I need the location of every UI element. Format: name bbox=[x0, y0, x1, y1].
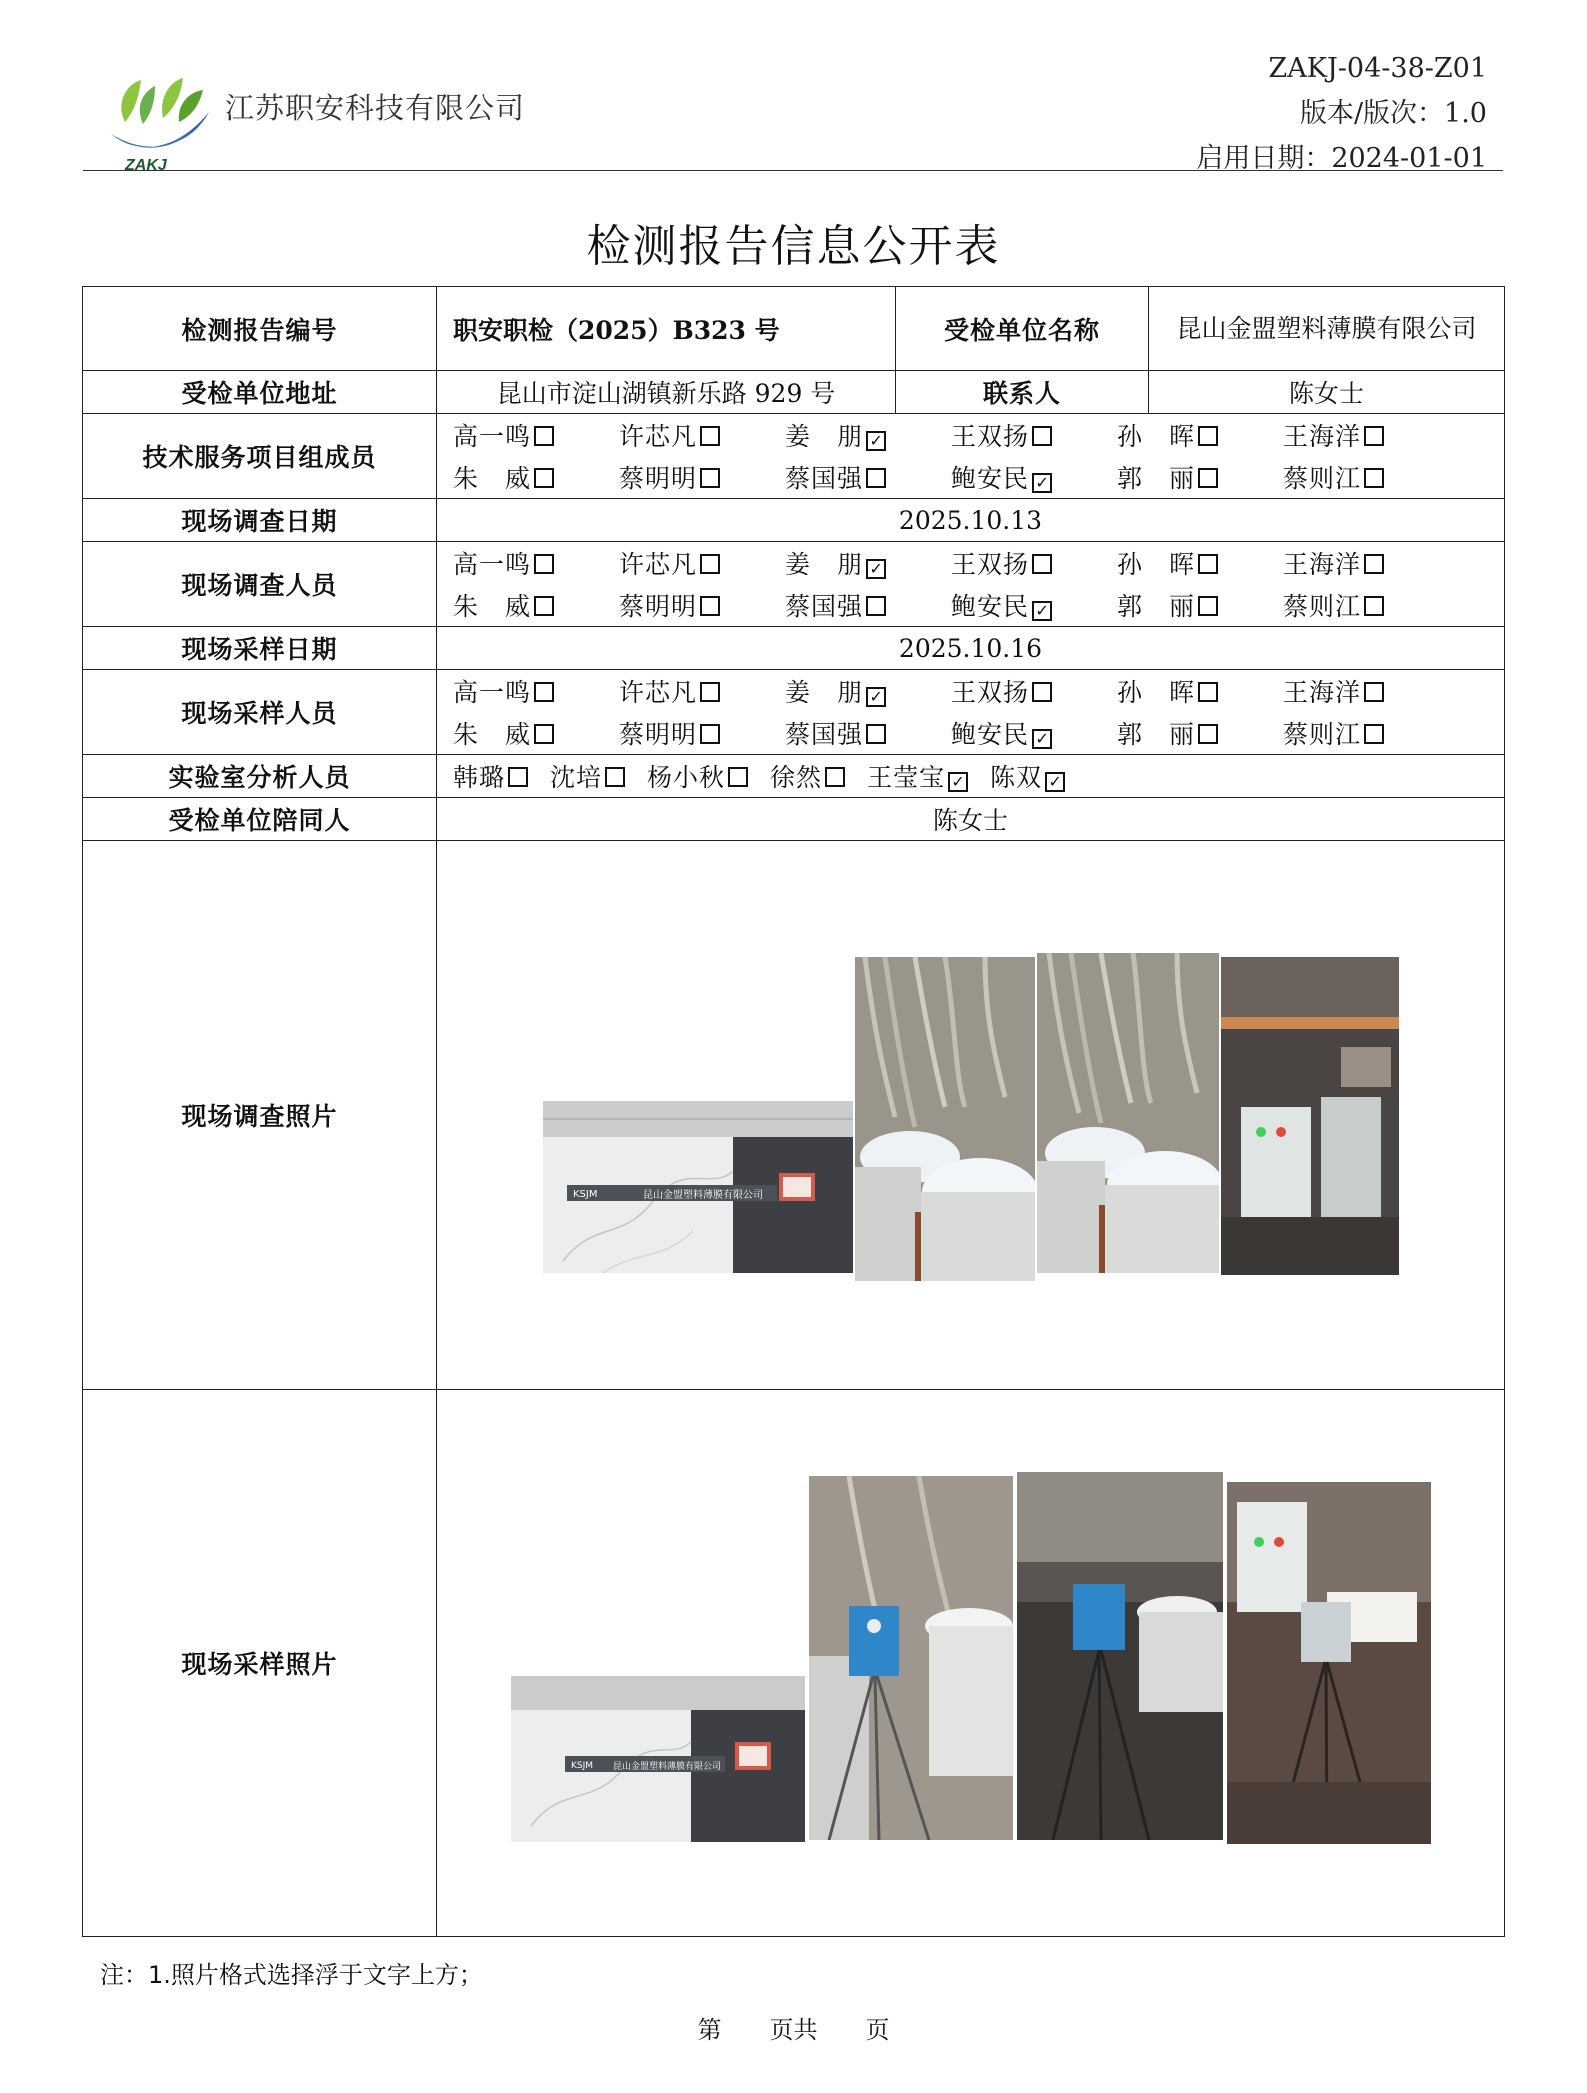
sign-text: 昆山金盟塑料薄膜有限公司 bbox=[643, 1190, 763, 1201]
staff-checkbox-item bbox=[785, 417, 951, 453]
checkbox-icon bbox=[866, 596, 886, 616]
checked-box-icon: ✓ bbox=[866, 687, 886, 707]
staff-name: 孙 晖 bbox=[1117, 422, 1196, 451]
checkbox-icon bbox=[1364, 426, 1384, 446]
staff-name: 姜 朋 bbox=[785, 422, 864, 451]
company-logo-icon bbox=[105, 62, 215, 174]
effective-date: 启用日期：2024-01-01 bbox=[1196, 143, 1487, 174]
sampling-photo-3 bbox=[1017, 1472, 1223, 1840]
checkbox-icon bbox=[700, 682, 720, 702]
marble-wall-image bbox=[543, 1101, 853, 1273]
members-checklist bbox=[447, 417, 1494, 495]
staff-name: 朱 威 bbox=[453, 464, 532, 493]
staff-checkbox-item bbox=[453, 715, 619, 751]
table-row bbox=[83, 1390, 1505, 1937]
staff-checkbox-item bbox=[453, 545, 619, 581]
lab-staff-name: 陈双 bbox=[990, 763, 1043, 792]
pipes-bins-image bbox=[1037, 953, 1219, 1273]
survey-photos bbox=[437, 841, 1504, 1389]
sampling-staff-label: 现场采样人员 bbox=[83, 670, 437, 755]
staff-name: 郭 丽 bbox=[1117, 592, 1196, 621]
lab-staff-label: 实验室分析人员 bbox=[83, 755, 437, 798]
unit-address: 昆山市淀山湖镇新乐路 929 号 bbox=[437, 371, 896, 414]
checkbox-icon bbox=[700, 724, 720, 744]
staff-name: 高一鸣 bbox=[453, 678, 532, 707]
survey-photo-3 bbox=[1037, 953, 1219, 1273]
checkbox-icon bbox=[700, 554, 720, 574]
checkbox-icon bbox=[1032, 682, 1052, 702]
staff-name: 王海洋 bbox=[1283, 550, 1362, 579]
sign-logo: KSJM bbox=[573, 1189, 598, 1200]
staff-checkbox-item bbox=[619, 715, 785, 751]
table-row bbox=[83, 755, 1505, 798]
checkbox-icon bbox=[1364, 682, 1384, 702]
staff-name: 郭 丽 bbox=[1117, 464, 1196, 493]
staff-checkbox-item bbox=[785, 459, 951, 495]
staff-checkbox-item bbox=[453, 417, 619, 453]
survey-staff-checklist bbox=[447, 545, 1494, 623]
checked-box-icon: ✓ bbox=[1032, 601, 1052, 621]
staff-checkbox-item bbox=[785, 545, 951, 581]
unit-name: 昆山金盟塑料薄膜有限公司 bbox=[1149, 287, 1505, 371]
unit-name-label: 受检单位名称 bbox=[896, 287, 1149, 371]
checkbox-icon bbox=[866, 468, 886, 488]
table-row bbox=[83, 414, 1505, 499]
sign-text: 昆山金盟塑料薄膜有限公司 bbox=[613, 1762, 722, 1772]
lab-staff-item bbox=[453, 758, 528, 794]
company-name: 江苏职安科技有限公司 bbox=[225, 91, 526, 125]
checkbox-icon bbox=[1364, 596, 1384, 616]
survey-staff-cell bbox=[437, 542, 1505, 627]
checked-box-icon: ✓ bbox=[1045, 772, 1065, 792]
checkbox-icon bbox=[1198, 596, 1218, 616]
checkbox-icon bbox=[1364, 724, 1384, 744]
staff-name: 蔡明明 bbox=[619, 464, 698, 493]
table-row bbox=[83, 841, 1505, 1390]
staff-checkbox-item bbox=[785, 673, 951, 709]
checked-box-icon: ✓ bbox=[866, 431, 886, 451]
checkbox-icon bbox=[825, 767, 845, 787]
sampling-photo-1 bbox=[511, 1676, 805, 1842]
info-table bbox=[82, 286, 1505, 1937]
staff-checkbox-item bbox=[619, 673, 785, 709]
staff-name: 鲍安民 bbox=[951, 592, 1030, 621]
staff-name: 蔡明明 bbox=[619, 720, 698, 749]
checkbox-icon bbox=[1198, 682, 1218, 702]
escort-label: 受检单位陪同人 bbox=[83, 798, 437, 841]
checked-box-icon: ✓ bbox=[1032, 729, 1052, 749]
staff-checkbox-item bbox=[1283, 673, 1449, 709]
staff-name: 王双扬 bbox=[951, 678, 1030, 707]
marble-wall-image bbox=[511, 1676, 805, 1842]
staff-name: 王双扬 bbox=[951, 422, 1030, 451]
staff-checkbox-item bbox=[1283, 587, 1449, 623]
doc-version: 版本/版次：1.0 bbox=[1299, 98, 1487, 129]
machinery-image bbox=[1221, 957, 1399, 1275]
staff-name: 郭 丽 bbox=[1117, 720, 1196, 749]
survey-date: 2025.10.13 bbox=[437, 499, 1505, 542]
staff-checkbox-item bbox=[951, 545, 1117, 581]
document-meta bbox=[1196, 46, 1487, 181]
table-row bbox=[83, 798, 1505, 841]
staff-name: 王海洋 bbox=[1283, 678, 1362, 707]
staff-checkbox-item bbox=[951, 587, 1117, 623]
survey-photo-2 bbox=[855, 957, 1035, 1281]
staff-checkbox-item bbox=[1283, 715, 1449, 751]
members-cell bbox=[437, 414, 1505, 499]
staff-name: 蔡则江 bbox=[1283, 464, 1362, 493]
staff-name: 蔡国强 bbox=[785, 464, 864, 493]
checkbox-icon bbox=[605, 767, 625, 787]
checked-box-icon: ✓ bbox=[948, 772, 968, 792]
checkbox-icon bbox=[534, 596, 554, 616]
staff-checkbox-item bbox=[951, 715, 1117, 751]
checkbox-icon bbox=[508, 767, 528, 787]
staff-checkbox-item bbox=[1117, 417, 1283, 453]
doc-code: ZAKJ-04-38-Z01 bbox=[1268, 53, 1487, 84]
checkbox-icon bbox=[1032, 426, 1052, 446]
staff-checkbox-item bbox=[785, 587, 951, 623]
staff-checkbox-item bbox=[453, 587, 619, 623]
checked-box-icon: ✓ bbox=[1032, 473, 1052, 493]
staff-checkbox-item bbox=[619, 587, 785, 623]
table-row bbox=[83, 371, 1505, 414]
checkbox-icon bbox=[1198, 426, 1218, 446]
staff-name: 蔡则江 bbox=[1283, 592, 1362, 621]
logo-text: ZAKJ bbox=[125, 157, 167, 174]
checkbox-icon bbox=[700, 596, 720, 616]
staff-checkbox-item bbox=[453, 673, 619, 709]
report-no-label: 检测报告编号 bbox=[83, 287, 437, 371]
lab-staff-name: 杨小秋 bbox=[647, 763, 726, 792]
staff-checkbox-item bbox=[951, 459, 1117, 495]
survey-staff-label: 现场调查人员 bbox=[83, 542, 437, 627]
staff-name: 许芯凡 bbox=[619, 422, 698, 451]
survey-date-label: 现场调查日期 bbox=[83, 499, 437, 542]
checkbox-icon bbox=[534, 554, 554, 574]
sampling-date: 2025.10.16 bbox=[437, 627, 1505, 670]
staff-name: 朱 威 bbox=[453, 592, 532, 621]
sampling-photos-label: 现场采样照片 bbox=[83, 1390, 437, 1937]
staff-name: 蔡国强 bbox=[785, 592, 864, 621]
footnote: 注：1.照片格式选择浮于文字上方； bbox=[100, 1961, 483, 1989]
sampler-image bbox=[1017, 1472, 1223, 1840]
checkbox-icon bbox=[1198, 554, 1218, 574]
staff-name: 孙 晖 bbox=[1117, 678, 1196, 707]
staff-checkbox-item bbox=[951, 673, 1117, 709]
lab-staff-name: 王莹宝 bbox=[867, 763, 946, 792]
sampling-photo-4 bbox=[1227, 1482, 1431, 1844]
staff-checkbox-item bbox=[1117, 545, 1283, 581]
table-row bbox=[83, 287, 1505, 371]
pipes-bins-image bbox=[855, 957, 1035, 1281]
staff-name: 许芯凡 bbox=[619, 678, 698, 707]
checkbox-icon bbox=[1364, 554, 1384, 574]
checkbox-icon bbox=[866, 724, 886, 744]
staff-name: 许芯凡 bbox=[619, 550, 698, 579]
staff-name: 鲍安民 bbox=[951, 720, 1030, 749]
staff-name: 蔡明明 bbox=[619, 592, 698, 621]
checkbox-icon bbox=[534, 724, 554, 744]
lab-staff-item bbox=[647, 758, 748, 794]
table-row bbox=[83, 670, 1505, 755]
lab-staff-cell bbox=[437, 755, 1505, 798]
staff-checkbox-item bbox=[785, 715, 951, 751]
contact: 陈女士 bbox=[1149, 371, 1505, 414]
survey-photos-cell bbox=[437, 841, 1505, 1390]
staff-checkbox-item bbox=[1117, 715, 1283, 751]
survey-photos-label: 现场调查照片 bbox=[83, 841, 437, 1390]
lab-staff-item bbox=[867, 758, 968, 794]
page-title: 检测报告信息公开表 bbox=[586, 221, 1001, 272]
staff-checkbox-item bbox=[951, 417, 1117, 453]
unit-address-label: 受检单位地址 bbox=[83, 371, 437, 414]
checked-box-icon: ✓ bbox=[866, 559, 886, 579]
lab-staff-item bbox=[550, 758, 625, 794]
sampling-photo-2 bbox=[809, 1476, 1013, 1840]
staff-name: 高一鸣 bbox=[453, 550, 532, 579]
page-header bbox=[0, 0, 1587, 180]
staff-checkbox-item bbox=[453, 459, 619, 495]
staff-name: 姜 朋 bbox=[785, 550, 864, 579]
sampling-staff-checklist bbox=[447, 673, 1494, 751]
report-no: 职安职检（2025）B323 号 bbox=[437, 287, 896, 371]
checkbox-icon bbox=[728, 767, 748, 787]
checkbox-icon bbox=[1032, 554, 1052, 574]
staff-name: 蔡则江 bbox=[1283, 720, 1362, 749]
checkbox-icon bbox=[534, 426, 554, 446]
survey-photo-4 bbox=[1221, 957, 1399, 1275]
staff-checkbox-item bbox=[1283, 417, 1449, 453]
contact-label: 联系人 bbox=[896, 371, 1149, 414]
staff-checkbox-item bbox=[1117, 673, 1283, 709]
sampler-image bbox=[809, 1476, 1013, 1840]
staff-checkbox-item bbox=[1117, 587, 1283, 623]
table-row bbox=[83, 627, 1505, 670]
lab-staff-checklist bbox=[447, 758, 1494, 794]
lab-staff-name: 沈培 bbox=[550, 763, 603, 792]
checkbox-icon bbox=[1364, 468, 1384, 488]
header-divider bbox=[83, 170, 1503, 171]
members-label: 技术服务项目组成员 bbox=[83, 414, 437, 499]
table-row bbox=[83, 542, 1505, 627]
staff-checkbox-item bbox=[1283, 459, 1449, 495]
sampling-photos-cell bbox=[437, 1390, 1505, 1937]
checkbox-icon bbox=[700, 468, 720, 488]
checkbox-icon bbox=[534, 682, 554, 702]
lab-staff-item bbox=[990, 758, 1065, 794]
lab-staff-name: 徐然 bbox=[770, 763, 823, 792]
staff-name: 高一鸣 bbox=[453, 422, 532, 451]
lab-staff-item bbox=[770, 758, 845, 794]
escort: 陈女士 bbox=[437, 798, 1505, 841]
sampling-date-label: 现场采样日期 bbox=[83, 627, 437, 670]
checkbox-icon bbox=[1198, 724, 1218, 744]
staff-name: 鲍安民 bbox=[951, 464, 1030, 493]
sampler-image bbox=[1227, 1482, 1431, 1844]
table-row bbox=[83, 499, 1505, 542]
lab-staff-name: 韩璐 bbox=[453, 763, 506, 792]
staff-name: 王双扬 bbox=[951, 550, 1030, 579]
staff-name: 孙 晖 bbox=[1117, 550, 1196, 579]
staff-checkbox-item bbox=[1283, 545, 1449, 581]
sampling-staff-cell bbox=[437, 670, 1505, 755]
checkbox-icon bbox=[1198, 468, 1218, 488]
staff-checkbox-item bbox=[619, 417, 785, 453]
staff-name: 姜 朋 bbox=[785, 678, 864, 707]
staff-checkbox-item bbox=[1117, 459, 1283, 495]
survey-photo-1 bbox=[543, 1101, 853, 1273]
sign-logo: KSJM bbox=[571, 1761, 594, 1771]
staff-name: 蔡国强 bbox=[785, 720, 864, 749]
staff-checkbox-item bbox=[619, 459, 785, 495]
staff-name: 朱 威 bbox=[453, 720, 532, 749]
checkbox-icon bbox=[700, 426, 720, 446]
staff-checkbox-item bbox=[619, 545, 785, 581]
sampling-photos bbox=[437, 1390, 1504, 1936]
checkbox-icon bbox=[534, 468, 554, 488]
staff-name: 王海洋 bbox=[1283, 422, 1362, 451]
page-number: 第 页共 页 bbox=[697, 2016, 890, 2044]
